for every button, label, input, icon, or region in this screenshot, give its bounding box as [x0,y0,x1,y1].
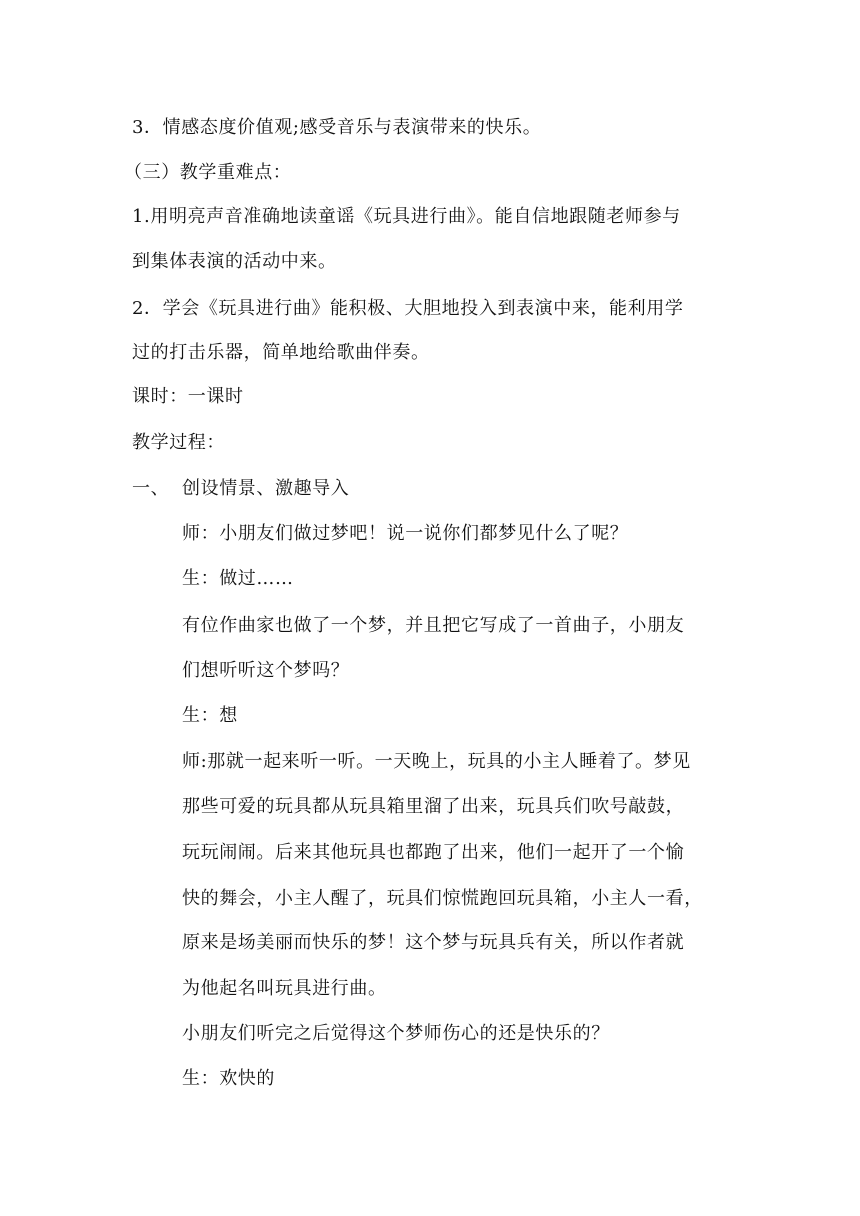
section-1-title: 创设情景、激趣导入 [182,478,350,499]
key-point-2-line-2: 过的打击乐器，简单地给歌曲伴奏。 [132,342,430,363]
dialogue-line: 原来是场美丽而快乐的梦！这个梦与玩具兵有关，所以作者就 [182,932,685,953]
class-hours-text: 课时：一课时 [132,386,244,407]
dialogue-line: 们想听听这个梦吗？ [182,660,350,681]
dialogue-line: 玩玩闹闹。后来其他玩具也都跑了出来，他们一起开了一个愉 [182,842,685,863]
process-heading: 教学过程： [132,432,225,453]
dialogue-line: 小朋友们听完之后觉得这个梦师伤心的还是快乐的？ [182,1023,610,1044]
key-points-heading: （三）教学重难点： [124,162,292,183]
key-point-1-line-1: 1.用明亮声音准确地读童谣《玩具进行曲》。能自信地跟随老师参与 [132,206,681,227]
dialogue-line: 快的舞会，小主人醒了，玩具们惊慌跑回玩具箱，小主人一看， [182,888,703,909]
dialogue-line: 为他起名叫玩具进行曲。 [182,978,387,999]
dialogue-line: 师：小朋友们做过梦吧！说一说你们都梦见什么了呢？ [182,523,629,544]
key-point-2-line-1: 2．学会《玩具进行曲》能积极、大胆地投入到表演中来，能利用学 [132,298,684,319]
goal-3-text: 3．情感态度价值观;感受音乐与表演带来的快乐。 [132,117,542,138]
dialogue-line: 那些可爱的玩具都从玩具箱里溜了出来，玩具兵们吹号敲鼓， [182,796,685,817]
dialogue-line: 生：做过…… [182,568,294,589]
dialogue-line: 有位作曲家也做了一个梦，并且把它写成了一首曲子，小朋友 [182,615,685,636]
dialogue-line: 生：想 [182,705,238,726]
section-1-heading [132,476,349,502]
dialogue-line: 师:那就一起来听一听。一天晚上，玩具的小主人睡着了。梦见 [182,751,691,772]
dialogue-line: 生：欢快的 [182,1068,275,1089]
key-point-1-line-2: 到集体表演的活动中来。 [132,251,337,272]
section-1-marker: 一、 [132,478,170,499]
